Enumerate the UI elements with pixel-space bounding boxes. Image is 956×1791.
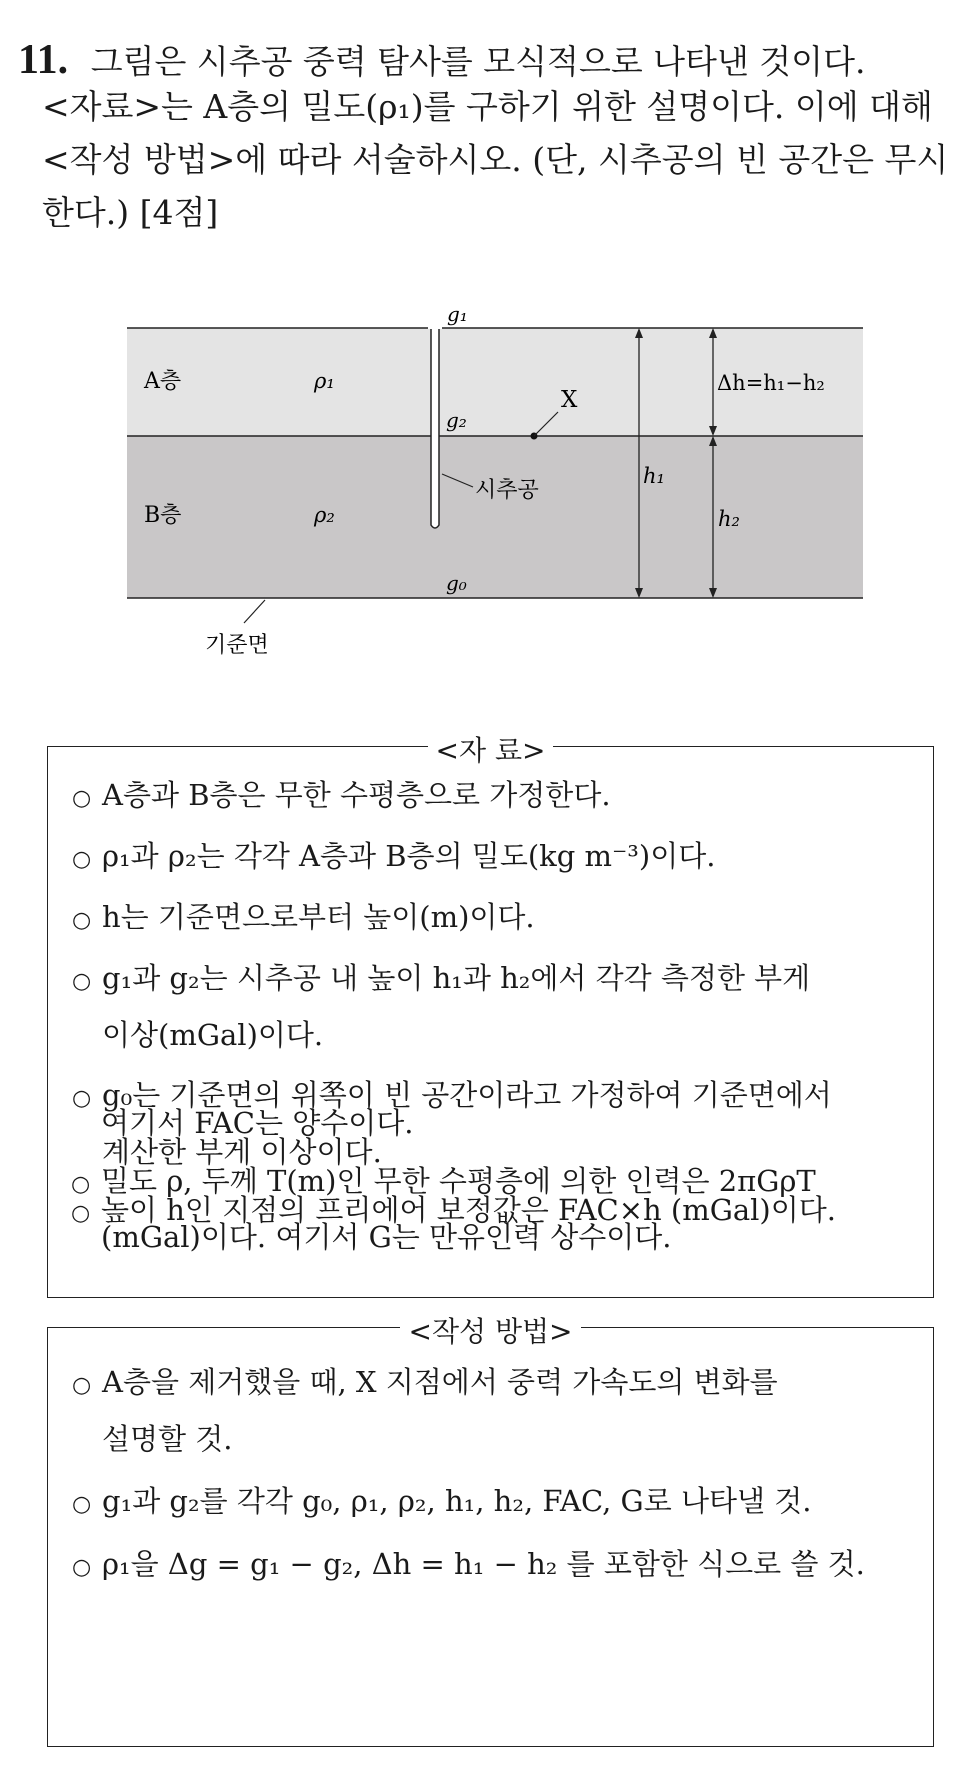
question-number: 11. — [18, 37, 69, 83]
question-line-2: <자료>는 A층의 밀도(ρ₁)를 구하기 위한 설명이다. 이에 대해 — [42, 87, 933, 126]
point-x-label: X — [561, 387, 578, 413]
rho1-label: ρ₁ — [314, 369, 335, 393]
h1-label: h₁ — [643, 464, 665, 488]
method-item-3: ○ ρ₁을 Δg = g₁ − g₂, Δh = h₁ − h₂ 를 포함한 식으로 쓸 것. — [72, 1547, 865, 1581]
h2-label: h₂ — [718, 507, 740, 531]
method-item-1: ○ A층을 제거했을 때, X 지점에서 중력 가속도의 변화를 — [72, 1365, 778, 1399]
data-item-4: ○ g₁과 g₂는 시추공 내 높이 h₁과 h₂에서 각각 측정한 부게 — [72, 961, 811, 995]
data-box — [47, 734, 934, 1298]
g0-label: g₀ — [446, 571, 467, 595]
dh-label: Δh=h₁−h₂ — [717, 371, 825, 395]
data-item-6-cont: 여기서 FAC는 양수이다. — [101, 1106, 414, 1140]
g1-label: g₁ — [447, 302, 468, 326]
borehole-shape — [431, 328, 439, 528]
data-item-1: ○ A층과 B층은 무한 수평층으로 가정한다. — [72, 778, 611, 812]
layer-b — [127, 436, 863, 598]
question-line-3: <작성 방법>에 따라 서술하시오. (단, 시추공의 빈 공간은 무시 — [42, 140, 949, 179]
method-item-1-cont: 설명할 것. — [102, 1422, 233, 1456]
method-box-title: <작성 방법> — [400, 1315, 580, 1348]
method-box — [47, 1315, 934, 1747]
g2-label: g₂ — [446, 408, 467, 432]
borehole-label: 시추공 — [475, 478, 539, 503]
layer-a-label: A층 — [144, 369, 182, 394]
data-item-6: ○ 높이 h인 지점의 프리에어 보정값은 FAC×h (mGal)이다. — [71, 1193, 836, 1227]
borehole-gravity-figure — [0, 290, 956, 690]
data-item-3: ○ h는 기준면으로부터 높이(m)이다. — [72, 900, 535, 934]
data-item-7: ○ 밀도 ρ, 두께 T(m)인 무한 수평층에 의한 인력은 2πGρT — [71, 1164, 816, 1198]
data-item-2: ○ ρ₁과 ρ₂는 각각 A층과 B층의 밀도(kg m⁻³)이다. — [72, 839, 716, 873]
data-item-7-cont: (mGal)이다. 여기서 G는 만유인력 상수이다. — [101, 1220, 672, 1254]
layer-b-label: B층 — [144, 503, 182, 528]
data-box-title: <자 료> — [428, 734, 554, 767]
data-item-5-cont: 계산한 부게 이상이다. — [102, 1135, 382, 1169]
method-item-2: ○ g₁과 g₂를 각각 g₀, ρ₁, ρ₂, h₁, h₂, FAC, G로 나타낼 것. — [72, 1484, 812, 1518]
data-item-5: ○ g₀는 기준면의 위쪽이 빈 공간이라고 가정하여 기준면에서 — [72, 1078, 832, 1112]
question-line-1: 11. 그림은 시추공 중력 탐사를 모식적으로 나타낸 것이다. — [18, 37, 866, 83]
datum-label: 기준면 — [205, 633, 269, 658]
question-line-4: 한다.) [4점] — [42, 193, 219, 232]
rho2-label: ρ₂ — [314, 503, 335, 527]
data-item-4-cont: 이상(mGal)이다. — [102, 1018, 324, 1052]
